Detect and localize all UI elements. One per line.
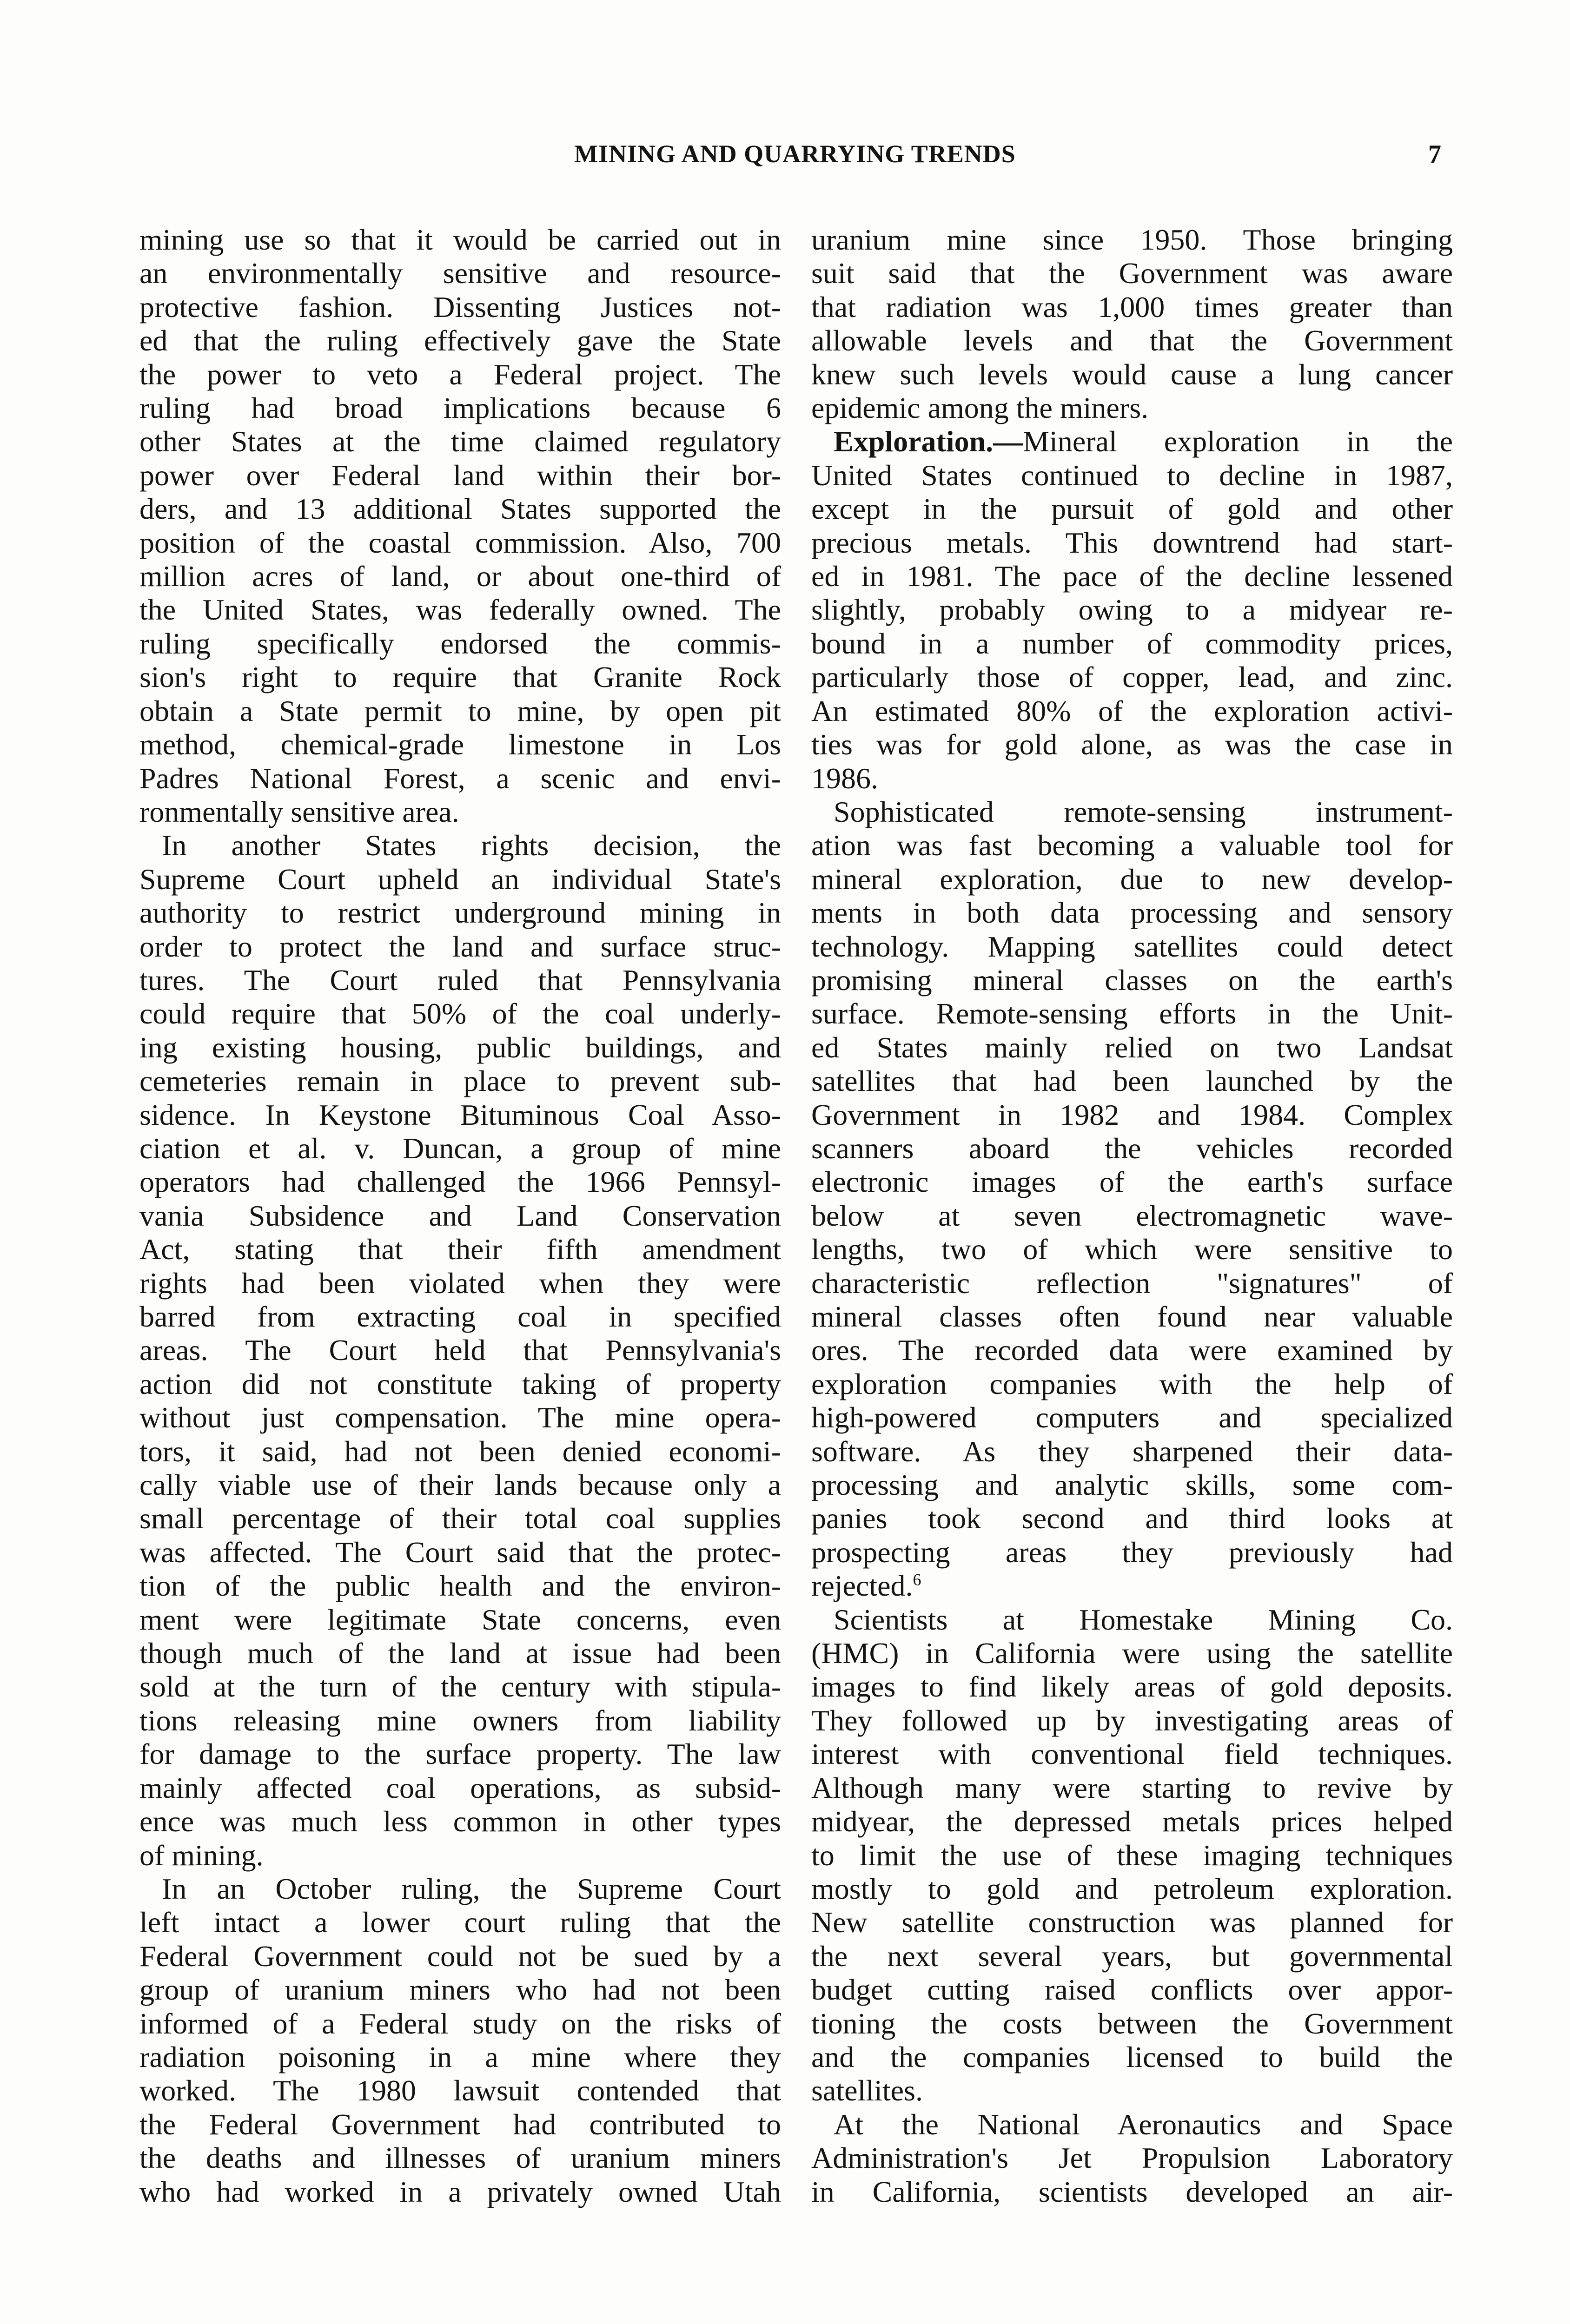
text-line: [811, 1267, 1453, 1300]
text-line: [811, 1906, 1453, 1939]
text-line: [139, 391, 781, 425]
text-line: [811, 1670, 1453, 1703]
text-line: [139, 964, 781, 997]
text-line: [811, 560, 1453, 593]
line-text: mining use so that it would be carried out in: [139, 223, 781, 256]
line-text: worked. The 1980 lawsuit contended that: [139, 2074, 781, 2107]
line-text: They followed up by investigating areas of: [811, 1703, 1453, 1737]
text-line: [139, 1637, 781, 1670]
line-text: lengths, two of which were sensitive to: [811, 1233, 1453, 1266]
text-line: [811, 358, 1453, 391]
text-line: [139, 795, 781, 829]
text-line: [811, 1704, 1453, 1737]
text-line: [139, 1334, 781, 1367]
text-line: [139, 1233, 781, 1266]
line-text: mineral exploration, due to new develop-: [811, 862, 1453, 896]
text-line: [139, 459, 781, 492]
line-text: allowable levels and that the Government: [811, 324, 1453, 357]
text-line: [811, 391, 1453, 425]
line-text: of mining.: [139, 1838, 264, 1872]
line-text: ence was much less common in other types: [139, 1805, 781, 1838]
text-line: [811, 762, 1453, 795]
text-line: [139, 1737, 781, 1771]
text-line: [139, 1468, 781, 1502]
line-text: tion of the public health and the environ-: [139, 1569, 781, 1603]
line-text: barred from extracting coal in specified: [139, 1300, 781, 1333]
line-text: cally viable use of their lands because only a: [139, 1468, 781, 1502]
text-line: [139, 358, 781, 391]
line-text: exploration companies with the help of: [811, 1367, 1453, 1400]
text-line: [811, 1334, 1453, 1367]
section-run-in-heading: Exploration.—: [834, 425, 1023, 458]
text-line: [139, 560, 781, 593]
text-line: [139, 1771, 781, 1805]
line-text: ed States mainly relied on two Landsat: [811, 1030, 1453, 1064]
line-text: satellites.: [811, 2074, 923, 2107]
text-line: [139, 1805, 781, 1838]
line-text: sion's right to require that Granite Rock: [139, 660, 781, 694]
line-text: power over Federal land within their bor-: [139, 458, 781, 492]
text-line: [811, 1199, 1453, 1233]
text-line: [139, 1064, 781, 1098]
line-text: obtain a State permit to mine, by open pit: [139, 694, 781, 727]
text-line: [139, 2175, 781, 2209]
text-line: [139, 1435, 781, 1468]
text-line: [811, 1300, 1453, 1334]
text-line: [139, 1098, 781, 1132]
text-line: [811, 1233, 1453, 1266]
line-text: ruling had broad implications because 6: [139, 391, 781, 425]
line-text: mostly to gold and petroleum exploration.: [811, 1872, 1453, 1905]
text-line: [811, 2141, 1453, 2175]
line-text: United States continued to decline in 1987,: [811, 458, 1453, 492]
text-line: [811, 593, 1453, 627]
text-line: [139, 1839, 781, 1872]
line-text: and the companies licensed to build the: [811, 2040, 1453, 2073]
line-text: scanners aboard the vehicles recorded: [811, 1131, 1453, 1165]
line-text: Government in 1982 and 1984. Complex: [811, 1098, 1453, 1131]
text-line: [811, 492, 1453, 526]
line-text: Act, stating that their fifth amendment: [139, 1233, 781, 1266]
text-line: [811, 223, 1453, 257]
text-line: [139, 2141, 781, 2175]
text-line: [811, 2175, 1453, 2209]
line-text: cemeteries remain in place to prevent sub-: [139, 1064, 781, 1098]
text-line: [139, 2108, 781, 2141]
line-text: small percentage of their total coal supplies: [139, 1502, 781, 1535]
line-text: protective fashion. Dissenting Justices not-: [139, 290, 781, 324]
text-line: [811, 257, 1453, 290]
text-line: [811, 1839, 1453, 1872]
line-text: Supreme Court upheld an individual State's: [139, 862, 781, 896]
line-text: ores. The recorded data were examined by: [811, 1334, 1453, 1367]
text-line: [811, 795, 1453, 829]
line-text: epidemic among the miners.: [811, 391, 1149, 425]
text-line: [811, 829, 1453, 862]
text-line: [811, 627, 1453, 660]
line-text: sidence. In Keystone Bituminous Coal Asso-: [139, 1098, 781, 1131]
line-text: ation was fast becoming a valuable tool for: [811, 829, 1453, 862]
text-line: [139, 1940, 781, 1973]
line-text: Although many were starting to revive by: [811, 1771, 1453, 1804]
line-text: processing and analytic skills, some com-: [811, 1468, 1453, 1502]
line-text: ders, and 13 additional States supported the: [139, 492, 781, 526]
text-line: [811, 1771, 1453, 1805]
left-text-column: [139, 223, 781, 2209]
line-text: surface. Remote-sensing efforts in the Unit-: [811, 997, 1453, 1030]
line-text: million acres of land, or about one-third of: [139, 560, 781, 593]
text-line: [811, 2040, 1453, 2074]
line-text: panies took second and third looks at: [811, 1502, 1453, 1535]
line-text: ed that the ruling effectively gave the State: [139, 324, 781, 357]
text-line: [139, 1367, 781, 1401]
line-text: 1986.: [811, 761, 878, 795]
text-line: [811, 1737, 1453, 1771]
text-line: [811, 694, 1453, 728]
text-line: [811, 1637, 1453, 1670]
text-line: [139, 1569, 781, 1603]
text-line: [811, 660, 1453, 694]
line-text: New satellite construction was planned for: [811, 1906, 1453, 1939]
footnote-reference: 6: [913, 1570, 921, 1589]
text-line: [139, 1670, 781, 1703]
line-text: mainly affected coal operations, as subsid-: [139, 1771, 781, 1804]
text-line: [139, 593, 781, 627]
text-line: [139, 2074, 781, 2107]
line-text: At the National Aeronautics and Space: [834, 2107, 1453, 2141]
line-text: Mineral exploration in the: [1023, 425, 1453, 458]
text-line: [811, 290, 1453, 324]
line-text: was affected. The Court said that the protec-: [139, 1535, 781, 1569]
line-text: tions releasing mine owners from liability: [139, 1703, 781, 1737]
text-line: [139, 1031, 781, 1064]
line-text: rejected.: [811, 1569, 913, 1603]
text-line: [139, 1536, 781, 1569]
line-text: knew such levels would cause a lung cancer: [811, 357, 1453, 391]
line-text: bound in a number of commodity prices,: [811, 627, 1453, 660]
line-text: Sophisticated remote-sensing instrument-: [834, 795, 1453, 828]
line-text: ing existing housing, public buildings, and: [139, 1030, 781, 1064]
line-text: though much of the land at issue had been: [139, 1637, 781, 1670]
text-line: [139, 324, 781, 357]
text-line: [811, 1132, 1453, 1165]
text-line: [811, 1435, 1453, 1468]
line-text: high-powered computers and specialized: [811, 1401, 1453, 1434]
text-line: [811, 1367, 1453, 1401]
line-text: sold at the turn of the century with stipula-: [139, 1670, 781, 1703]
line-text: ment were legitimate State concerns, even: [139, 1603, 781, 1636]
line-text: precious metals. This downtrend had start-: [811, 526, 1453, 559]
line-text: below at seven electromagnetic wave-: [811, 1199, 1453, 1232]
line-text: mineral classes often found near valuable: [811, 1300, 1453, 1333]
text-line: [139, 290, 781, 324]
line-text: Administration's Jet Propulsion Laboratory: [811, 2141, 1453, 2175]
line-text: ed in 1981. The pace of the decline lessened: [811, 560, 1453, 593]
line-text: the deaths and illnesses of uranium miners: [139, 2141, 781, 2175]
line-text: group of uranium miners who had not been: [139, 1973, 781, 2007]
text-line: [139, 930, 781, 964]
text-line: [811, 1401, 1453, 1434]
line-text: left intact a lower court ruling that the: [139, 1906, 781, 1939]
line-text: the Federal Government had contributed to: [139, 2107, 781, 2141]
line-text: order to protect the land and surface struc-: [139, 930, 781, 963]
line-text: position of the coastal commission. Also, 700: [139, 526, 781, 559]
text-line: [139, 1401, 781, 1434]
text-line: [811, 2108, 1453, 2141]
line-text: rights had been violated when they were: [139, 1266, 781, 1300]
text-line: [811, 1031, 1453, 1064]
line-text: In an October ruling, the Supreme Court: [162, 1872, 781, 1905]
line-text: Scientists at Homestake Mining Co.: [834, 1603, 1453, 1636]
line-text: the power to veto a Federal project. The: [139, 357, 781, 391]
text-line: [139, 627, 781, 660]
text-line: [811, 425, 1453, 458]
text-line: [811, 2007, 1453, 2040]
text-line: [139, 997, 781, 1030]
text-line: [811, 1940, 1453, 1973]
text-line: [139, 1704, 781, 1737]
text-line: [139, 492, 781, 526]
line-text: slightly, probably owing to a midyear re-: [811, 593, 1453, 627]
page-number: 7: [1428, 140, 1441, 169]
text-line: [811, 1569, 1453, 1603]
text-line: [811, 526, 1453, 560]
text-line: [139, 1872, 781, 1906]
line-text: other States at the time claimed regulatory: [139, 425, 781, 458]
text-line: [811, 324, 1453, 357]
line-text: suit said that the Government was aware: [811, 257, 1453, 290]
text-line: [139, 2040, 781, 2074]
line-text: interest with conventional field techniques.: [811, 1737, 1453, 1771]
text-line: [811, 728, 1453, 761]
line-text: vania Subsidence and Land Conservation: [139, 1199, 781, 1232]
text-line: [139, 425, 781, 458]
line-text: prospecting areas they previously had: [811, 1535, 1453, 1569]
line-text: (HMC) in California were using the satellite: [811, 1637, 1453, 1670]
line-text: could require that 50% of the coal underly-: [139, 997, 781, 1030]
text-line: [139, 223, 781, 257]
text-line: [811, 997, 1453, 1030]
line-text: tors, it said, had not been denied economi-: [139, 1434, 781, 1468]
text-line: [139, 1199, 781, 1233]
text-line: [811, 1098, 1453, 1132]
text-line: [139, 863, 781, 896]
line-text: in California, scientists developed an air-: [811, 2175, 1453, 2208]
line-text: software. As they sharpened their data-: [811, 1434, 1453, 1468]
running-head-title: MINING AND QUARRYING TRENDS: [574, 140, 1016, 168]
running-head: [0, 139, 1570, 177]
line-text: areas. The Court held that Pennsylvania's: [139, 1334, 781, 1367]
text-line: [139, 1132, 781, 1165]
line-text: to limit the use of these imaging techniques: [811, 1838, 1453, 1872]
line-text: Padres National Forest, a scenic and envi-: [139, 761, 781, 795]
line-text: authority to restrict underground mining in: [139, 896, 781, 930]
text-line: [139, 1906, 781, 1939]
text-line: [139, 1165, 781, 1199]
line-text: ruling specifically endorsed the commis-: [139, 627, 781, 660]
line-text: action did not constitute taking of property: [139, 1367, 781, 1400]
line-text: the next several years, but governmental: [811, 1939, 1453, 1973]
text-line: [811, 1805, 1453, 1838]
line-text: An estimated 80% of the exploration activi-: [811, 694, 1453, 727]
line-text: who had worked in a privately owned Utah: [139, 2175, 781, 2208]
line-text: radiation poisoning in a mine where they: [139, 2040, 781, 2073]
line-text: the United States, was federally owned. The: [139, 593, 781, 627]
line-text: tures. The Court ruled that Pennsylvania: [139, 963, 781, 997]
text-line: [139, 257, 781, 290]
text-line: [811, 1064, 1453, 1098]
text-line: [139, 1502, 781, 1535]
text-line: [139, 694, 781, 728]
line-text: characteristic reflection "signatures" of: [811, 1266, 1453, 1300]
line-text: particularly those of copper, lead, and zinc.: [811, 660, 1453, 694]
text-line: [139, 1603, 781, 1637]
text-line: [811, 1165, 1453, 1199]
line-text: that radiation was 1,000 times greater than: [811, 290, 1453, 324]
text-line: [139, 829, 781, 862]
text-line: [139, 526, 781, 560]
line-text: without just compensation. The mine opera-: [139, 1401, 781, 1434]
text-line: [139, 728, 781, 761]
line-text: ronmentally sensitive area.: [139, 795, 459, 828]
line-text: ciation et al. v. Duncan, a group of mine: [139, 1131, 781, 1165]
line-text: satellites that had been launched by the: [811, 1064, 1453, 1098]
line-text: technology. Mapping satellites could detect: [811, 930, 1453, 963]
text-line: [811, 1872, 1453, 1906]
text-line: [139, 1300, 781, 1334]
line-text: In another States rights decision, the: [162, 829, 781, 862]
text-line: [139, 762, 781, 795]
text-line: [139, 660, 781, 694]
text-line: [811, 459, 1453, 492]
right-text-column: [811, 223, 1453, 2209]
text-line: [139, 2007, 781, 2040]
text-line: [811, 1536, 1453, 1569]
text-line: [139, 1973, 781, 2007]
line-text: midyear, the depressed metals prices helped: [811, 1805, 1453, 1838]
line-text: budget cutting raised conflicts over appor-: [811, 1973, 1453, 2007]
text-line: [811, 964, 1453, 997]
line-text: uranium mine since 1950. Those bringing: [811, 223, 1453, 256]
line-text: except in the pursuit of gold and other: [811, 492, 1453, 526]
line-text: informed of a Federal study on the risks of: [139, 2007, 781, 2040]
line-text: method, chemical-grade limestone in Los: [139, 728, 781, 761]
text-line: [811, 1468, 1453, 1502]
text-line: [139, 896, 781, 930]
text-line: [811, 1603, 1453, 1637]
line-text: promising mineral classes on the earth's: [811, 963, 1453, 997]
line-text: an environmentally sensitive and resource-: [139, 257, 781, 290]
line-text: images to find likely areas of gold deposits.: [811, 1670, 1453, 1703]
line-text: ments in both data processing and sensory: [811, 896, 1453, 930]
text-line: [811, 863, 1453, 896]
line-text: Federal Government could not be sued by a: [139, 1939, 781, 1973]
text-line: [811, 930, 1453, 964]
line-text: electronic images of the earth's surface: [811, 1165, 1453, 1199]
line-text: operators had challenged the 1966 Pennsyl-: [139, 1165, 781, 1199]
text-line: [811, 1502, 1453, 1535]
line-text: for damage to the surface property. The law: [139, 1737, 781, 1771]
line-text: ties was for gold alone, as was the case in: [811, 728, 1453, 761]
text-line: [811, 2074, 1453, 2107]
text-line: [139, 1267, 781, 1300]
text-line: [811, 1973, 1453, 2007]
line-text: tioning the costs between the Government: [811, 2007, 1453, 2040]
text-line: [811, 896, 1453, 930]
